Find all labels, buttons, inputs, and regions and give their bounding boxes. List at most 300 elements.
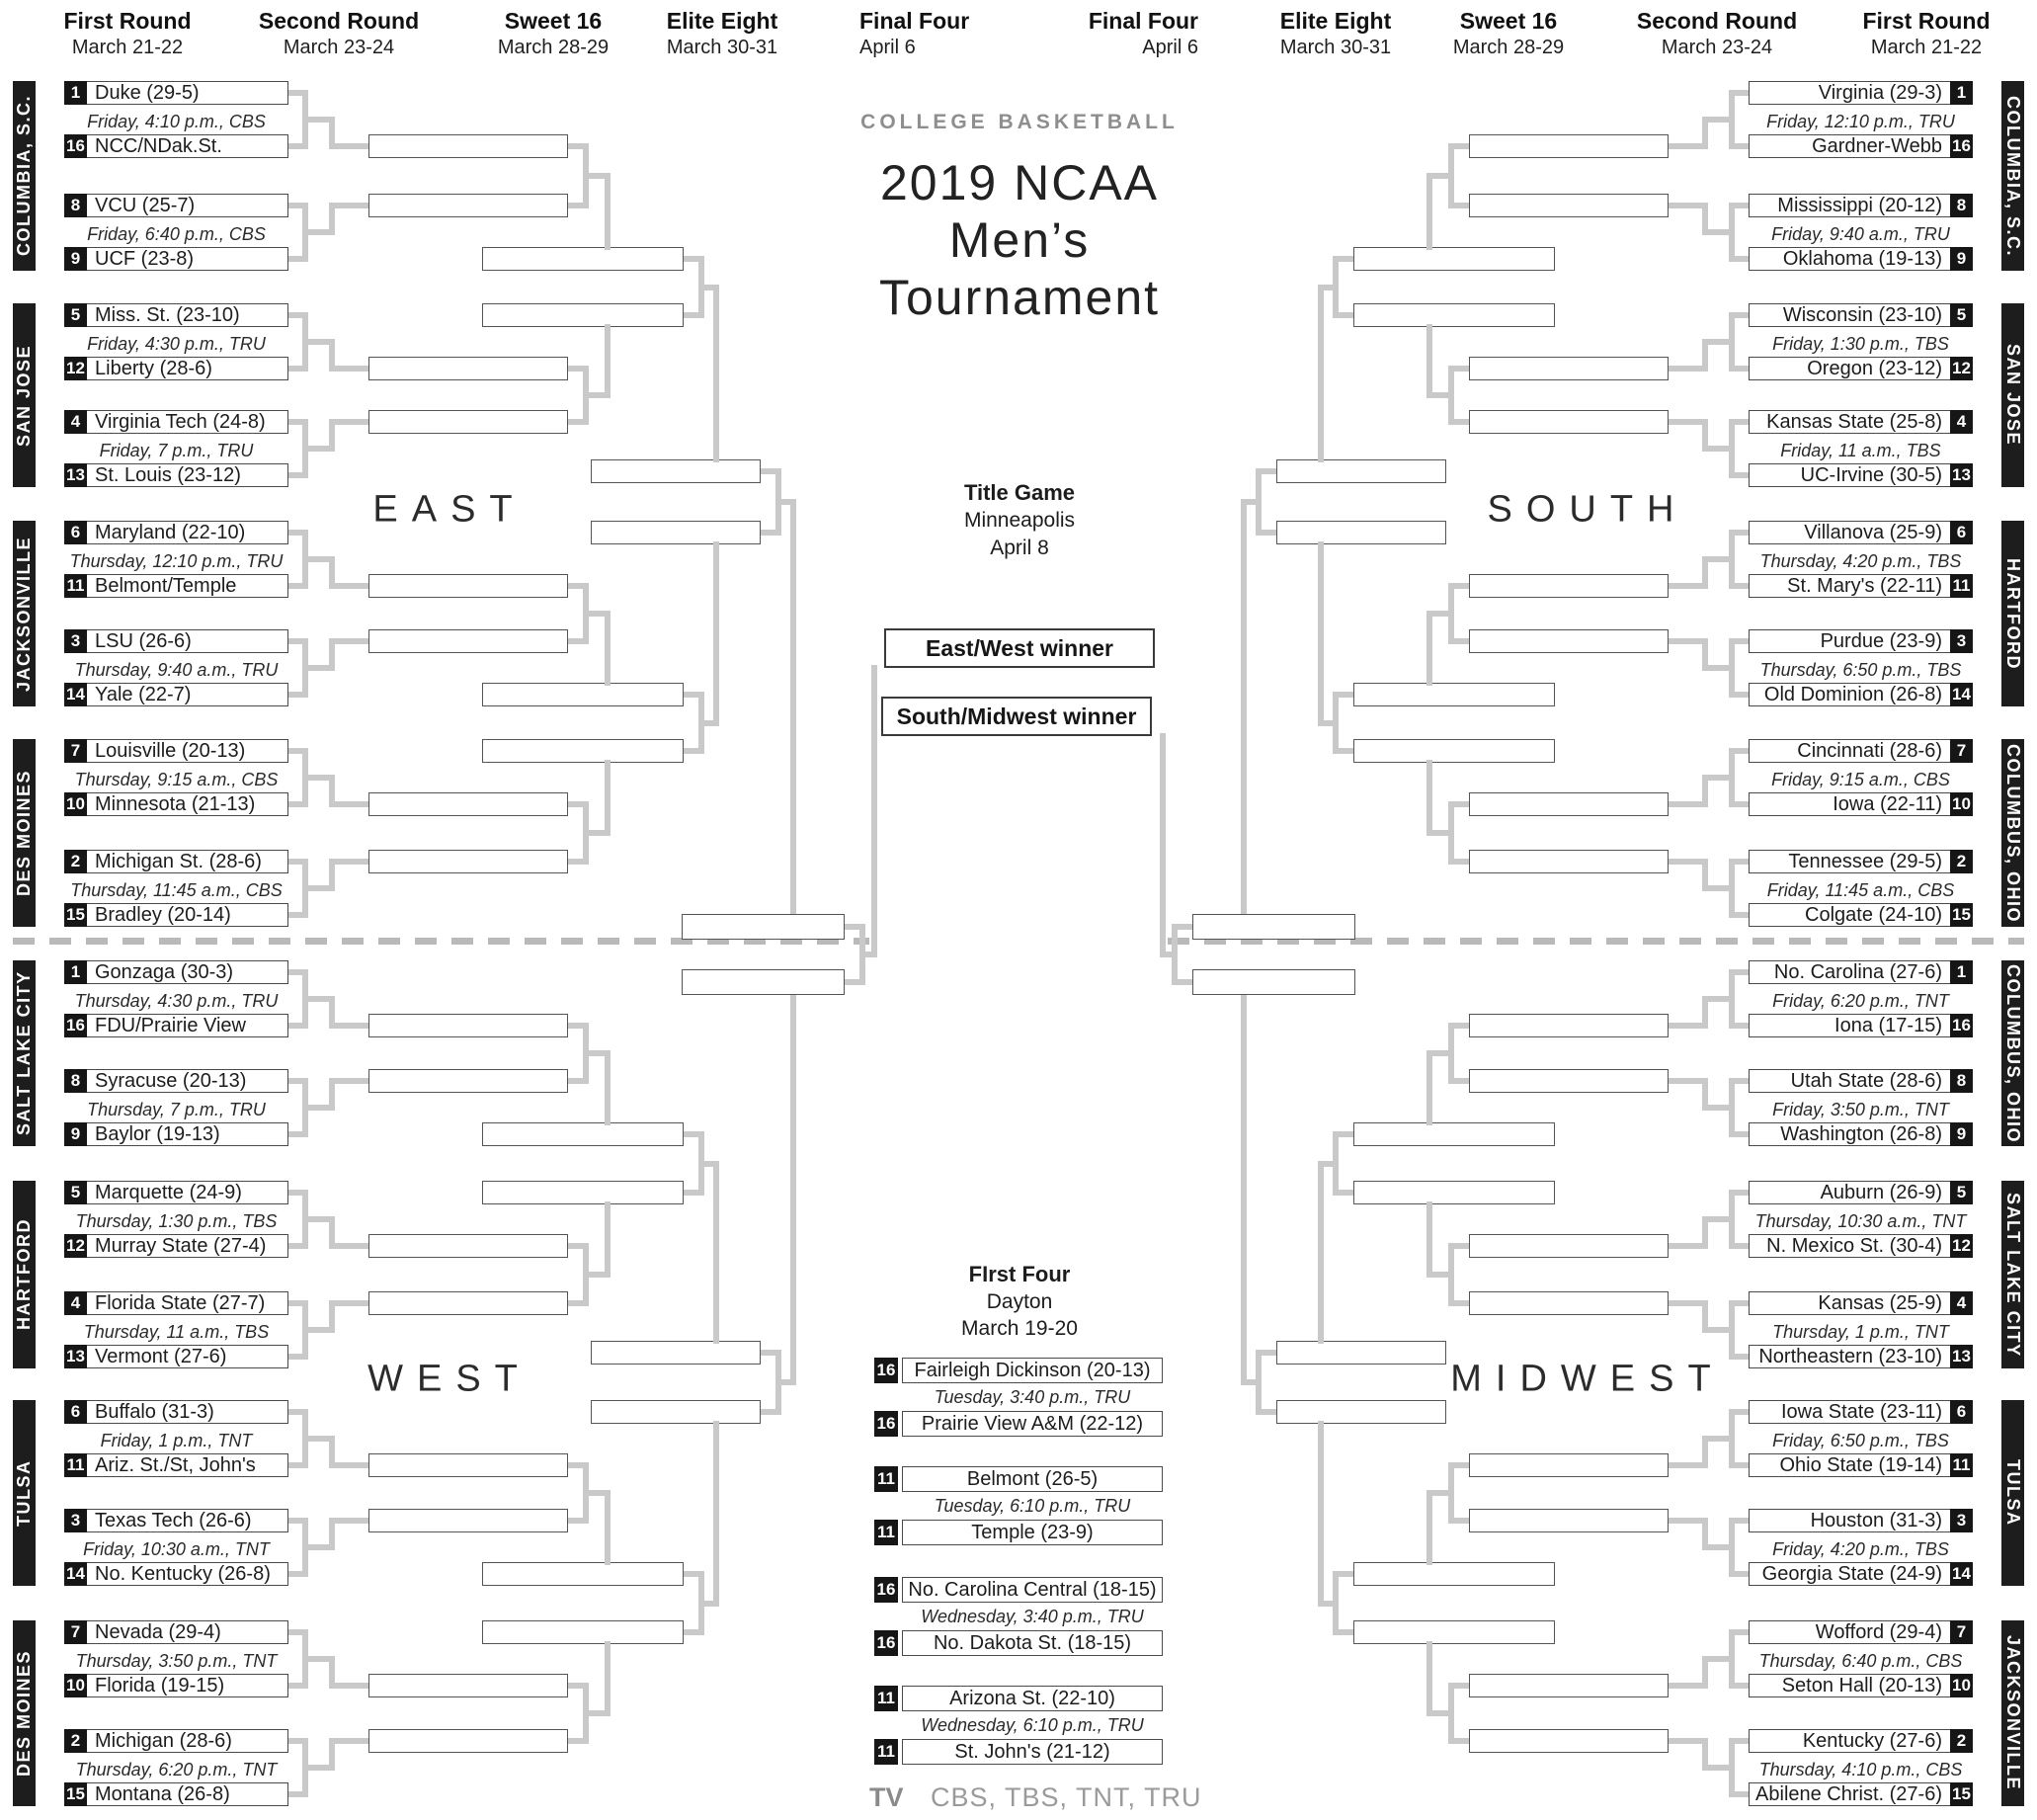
connector-line bbox=[1735, 1629, 1749, 1635]
site-label-midwest-2 bbox=[2001, 1400, 2024, 1586]
connector-line bbox=[845, 924, 859, 930]
connector-line bbox=[568, 1462, 583, 1468]
game-time-midwest-4: Thursday, 1 p.m., TNT bbox=[1772, 1322, 1949, 1342]
connector-line bbox=[1669, 801, 1708, 807]
site-label-text: SAN JOSE bbox=[14, 344, 34, 447]
second-round-slot-south-1 bbox=[1469, 134, 1669, 158]
connector-line bbox=[605, 173, 611, 250]
connector-line bbox=[288, 203, 302, 208]
team-box-midwest-1b bbox=[1749, 1014, 1973, 1037]
team-box-west-6a bbox=[64, 1509, 288, 1532]
seed-number: 2 bbox=[64, 850, 87, 873]
game-time-west-4: Thursday, 11 a.m., TBS bbox=[83, 1322, 270, 1342]
team-box-west-7b bbox=[64, 1674, 288, 1697]
team-box-south-7a bbox=[1749, 739, 1973, 763]
second-round-slot-west-7 bbox=[368, 1674, 568, 1697]
seed-number: 5 bbox=[1950, 1181, 1973, 1204]
first-four-city: Dayton bbox=[986, 1290, 1053, 1313]
connector-line bbox=[288, 530, 302, 536]
final-four-slot-right-2 bbox=[1192, 969, 1355, 995]
connector-line bbox=[288, 312, 302, 318]
connector-line bbox=[302, 775, 329, 781]
connector-line bbox=[1669, 1462, 1708, 1468]
sweet16-slot-west-4 bbox=[482, 1620, 684, 1644]
connector-line bbox=[775, 499, 790, 505]
connector-line bbox=[684, 692, 698, 698]
team-box-east-1a bbox=[64, 81, 288, 105]
team-name: Gardner-Webb bbox=[1812, 135, 1942, 157]
connector-line bbox=[1735, 1354, 1749, 1360]
connector-line bbox=[1735, 1409, 1749, 1415]
connector-line bbox=[583, 1050, 605, 1056]
seed-number: 8 bbox=[1950, 1069, 1973, 1093]
first-four-team-4b: St. John's (21-12) bbox=[902, 1739, 1163, 1765]
team-name: Virginia (29-3) bbox=[1818, 82, 1942, 104]
game-time-west-8: Thursday, 6:20 p.m., TNT bbox=[75, 1760, 278, 1779]
team-box-west-8b bbox=[64, 1782, 288, 1806]
first-four-seed-1b: 16 bbox=[874, 1411, 898, 1437]
connector-line bbox=[302, 446, 329, 452]
game-time-west-1: Thursday, 4:30 p.m., TRU bbox=[74, 991, 279, 1011]
seed-number: 3 bbox=[1950, 629, 1973, 653]
game-time-east-1: Friday, 4:10 p.m., CBS bbox=[87, 112, 266, 131]
second-round-slot-west-8 bbox=[368, 1729, 568, 1753]
team-box-south-2a bbox=[1749, 194, 1973, 217]
team-name: Duke (29-5) bbox=[95, 82, 200, 104]
connector-line bbox=[1241, 992, 1247, 1385]
second-round-slot-south-2 bbox=[1469, 194, 1669, 217]
connector-line bbox=[1262, 530, 1276, 536]
connector-line bbox=[288, 1571, 302, 1577]
team-name: Northeastern (23-10) bbox=[1758, 1346, 1942, 1367]
connector-line bbox=[288, 1243, 302, 1249]
connector-line bbox=[1669, 419, 1708, 425]
connector-line bbox=[1708, 1105, 1735, 1111]
team-box-west-4b bbox=[64, 1345, 288, 1368]
round-header-dates: March 28-29 bbox=[497, 37, 610, 58]
first-four-seed-1a: 16 bbox=[874, 1358, 898, 1383]
seed-number: 15 bbox=[1950, 903, 1973, 927]
team-box-midwest-6a bbox=[1749, 1509, 1973, 1532]
elite8-slot-south-1 bbox=[1276, 459, 1446, 483]
seed-number: 7 bbox=[1950, 739, 1973, 763]
connector-line bbox=[1166, 951, 1178, 957]
connector-line bbox=[1669, 1023, 1708, 1029]
game-time-west-3: Thursday, 1:30 p.m., TBS bbox=[75, 1211, 278, 1231]
site-label-midwest-3 bbox=[2001, 1620, 2024, 1806]
seed-number: 5 bbox=[1950, 303, 1973, 327]
first-four-team-3b: No. Dakota St. (18-15) bbox=[902, 1630, 1163, 1656]
connector-line bbox=[568, 203, 583, 208]
seed-number: 14 bbox=[1950, 683, 1973, 706]
connector-line bbox=[1669, 366, 1708, 372]
seed-number: 5 bbox=[64, 303, 87, 327]
connector-line bbox=[288, 748, 302, 754]
site-label-south-2 bbox=[2001, 521, 2024, 706]
connector-line bbox=[302, 885, 329, 891]
connector-line bbox=[605, 1490, 611, 1565]
connector-line bbox=[329, 1738, 368, 1744]
connector-line bbox=[775, 1379, 790, 1385]
connector-line bbox=[1432, 1050, 1454, 1056]
site-label-text: COLUMBIA, S.C. bbox=[14, 95, 34, 257]
elite8-slot-south-2 bbox=[1276, 521, 1446, 544]
team-name: Kentucky (27-6) bbox=[1802, 1730, 1942, 1752]
site-label-midwest-1 bbox=[2001, 1181, 2024, 1368]
round-header-label: Elite Eight bbox=[1279, 8, 1392, 34]
team-box-south-1b bbox=[1749, 134, 1973, 158]
connector-line bbox=[713, 541, 719, 726]
connector-line bbox=[1247, 1379, 1262, 1385]
connector-line bbox=[790, 499, 796, 917]
team-name: Vermont (27-6) bbox=[95, 1346, 227, 1367]
connector-line bbox=[684, 1190, 698, 1196]
team-name: Auburn (26-9) bbox=[1820, 1182, 1942, 1203]
connector-line bbox=[1454, 1462, 1469, 1468]
team-box-midwest-5b bbox=[1749, 1453, 1973, 1477]
connector-line bbox=[288, 859, 302, 865]
team-box-south-6a bbox=[1749, 629, 1973, 653]
seed-number: 10 bbox=[64, 1674, 87, 1697]
connector-line bbox=[845, 979, 859, 985]
round-header-label: Elite Eight bbox=[666, 8, 778, 34]
connector-line bbox=[1339, 748, 1353, 754]
connector-line bbox=[684, 1629, 698, 1635]
sweet16-slot-south-3 bbox=[1353, 683, 1555, 706]
connector-line bbox=[302, 1765, 329, 1771]
connector-line bbox=[1708, 996, 1735, 1002]
round-header-dates: March 23-24 bbox=[1661, 37, 1773, 58]
team-box-west-2b bbox=[64, 1122, 288, 1146]
connector-line bbox=[1669, 638, 1708, 644]
connector-line bbox=[1160, 733, 1166, 957]
game-time-east-2: Friday, 6:40 p.m., CBS bbox=[87, 224, 266, 244]
seed-number: 8 bbox=[1950, 194, 1973, 217]
connector-line bbox=[329, 366, 368, 372]
connector-line bbox=[1735, 748, 1749, 754]
second-round-slot-south-5 bbox=[1469, 574, 1669, 598]
seed-number: 8 bbox=[64, 194, 87, 217]
connector-line bbox=[288, 472, 302, 478]
connector-line bbox=[713, 1161, 719, 1345]
site-label-text: COLUMBIA, S.C. bbox=[2003, 95, 2023, 257]
site-label-west-2 bbox=[13, 1400, 36, 1586]
second-round-slot-south-8 bbox=[1469, 850, 1669, 873]
team-name: Kansas (25-9) bbox=[1818, 1292, 1942, 1314]
connector-line bbox=[859, 951, 871, 957]
connector-line bbox=[1262, 468, 1276, 474]
connector-line bbox=[1735, 638, 1749, 644]
region-name-south: SOUTH bbox=[1487, 488, 1688, 531]
connector-line bbox=[329, 1023, 368, 1029]
team-name: Washington (26-8) bbox=[1780, 1123, 1942, 1145]
second-round-slot-east-7 bbox=[368, 792, 568, 816]
second-round-slot-east-8 bbox=[368, 850, 568, 873]
team-name: Cincinnati (28-6) bbox=[1797, 740, 1942, 762]
team-box-south-4a bbox=[1749, 410, 1973, 434]
round-header-dates: March 21-22 bbox=[1870, 37, 1983, 58]
game-time-south-4: Friday, 11 a.m., TBS bbox=[1780, 441, 1941, 460]
connector-line bbox=[605, 1641, 611, 1716]
connector-line bbox=[288, 256, 302, 262]
connector-line bbox=[302, 1216, 329, 1222]
round-header-label: First Round bbox=[1862, 8, 1991, 34]
connector-line bbox=[1432, 1272, 1454, 1278]
connector-line bbox=[288, 1078, 302, 1084]
connector-line bbox=[1454, 1683, 1469, 1689]
connector-line bbox=[329, 1078, 368, 1084]
team-box-south-8b bbox=[1749, 903, 1973, 927]
team-name: Gonzaga (30-3) bbox=[95, 961, 234, 983]
team-box-east-4b bbox=[64, 463, 288, 487]
site-label-text: SALT LAKE CITY bbox=[14, 970, 34, 1136]
seed-number: 1 bbox=[64, 81, 87, 105]
seed-number: 16 bbox=[1950, 1014, 1973, 1037]
game-time-south-6: Thursday, 6:50 p.m., TBS bbox=[1759, 660, 1962, 680]
team-name: Seton Hall (20-13) bbox=[1781, 1675, 1942, 1696]
team-box-midwest-3b bbox=[1749, 1234, 1973, 1258]
connector-line bbox=[1735, 1078, 1749, 1084]
sweet16-slot-east-1 bbox=[482, 247, 684, 271]
connector-line bbox=[1669, 143, 1708, 149]
team-name: Utah State (28-6) bbox=[1790, 1070, 1942, 1092]
connector-line bbox=[1735, 969, 1749, 975]
game-time-south-2: Friday, 9:40 a.m., TRU bbox=[1771, 224, 1950, 244]
team-name: LSU (26-6) bbox=[95, 630, 192, 652]
game-time-midwest-2: Friday, 3:50 p.m., TNT bbox=[1772, 1100, 1949, 1119]
connector-line bbox=[583, 830, 605, 836]
second-round-slot-east-6 bbox=[368, 629, 568, 653]
team-name: Liberty (28-6) bbox=[95, 358, 212, 379]
connector-line bbox=[1708, 117, 1735, 123]
connector-line bbox=[713, 1421, 719, 1607]
poster-title bbox=[879, 154, 1160, 326]
connector-line bbox=[568, 1300, 583, 1306]
second-round-slot-west-3 bbox=[368, 1234, 568, 1258]
connector-line bbox=[329, 638, 368, 644]
connector-line bbox=[761, 1409, 775, 1415]
connector-line bbox=[605, 760, 611, 836]
team-box-east-7a bbox=[64, 739, 288, 763]
team-box-east-4a bbox=[64, 410, 288, 434]
seed-number: 13 bbox=[1950, 1345, 1973, 1368]
round-header-dates: March 28-29 bbox=[1452, 37, 1565, 58]
second-round-slot-east-1 bbox=[368, 134, 568, 158]
first-four-team-4a: Arizona St. (22-10) bbox=[902, 1686, 1163, 1711]
connector-line bbox=[684, 748, 698, 754]
second-round-slot-midwest-2 bbox=[1469, 1069, 1669, 1093]
team-box-midwest-4b bbox=[1749, 1345, 1973, 1368]
connector-line bbox=[1426, 1641, 1432, 1716]
team-name: Georgia State (24-9) bbox=[1761, 1563, 1942, 1585]
connector-line bbox=[1454, 1518, 1469, 1524]
second-round-slot-west-4 bbox=[368, 1291, 568, 1315]
connector-line bbox=[288, 419, 302, 425]
site-label-east-1 bbox=[13, 303, 36, 487]
connector-line bbox=[288, 583, 302, 589]
round-header-dates: March 23-24 bbox=[283, 37, 395, 58]
seed-number: 1 bbox=[1950, 81, 1973, 105]
connector-line bbox=[288, 143, 302, 149]
connector-line bbox=[1318, 1161, 1324, 1345]
seed-number: 12 bbox=[1950, 357, 1973, 380]
connector-line bbox=[583, 611, 605, 617]
title-game-city: Minneapolis bbox=[963, 509, 1076, 532]
team-name: Michigan St. (28-6) bbox=[95, 851, 262, 872]
title-game-heading: Title Game bbox=[963, 480, 1076, 505]
seed-number: 2 bbox=[1950, 850, 1973, 873]
connector-line bbox=[1708, 339, 1735, 345]
connector-line bbox=[288, 1190, 302, 1196]
sweet16-slot-midwest-3 bbox=[1353, 1562, 1555, 1586]
team-name: Iowa (22-11) bbox=[1833, 793, 1942, 815]
connector-line bbox=[288, 1354, 302, 1360]
connector-line bbox=[1708, 1327, 1735, 1333]
connector-line bbox=[1454, 1738, 1469, 1744]
team-box-south-5a bbox=[1749, 521, 1973, 544]
second-round-slot-midwest-7 bbox=[1469, 1674, 1669, 1697]
connector-line bbox=[329, 143, 368, 149]
site-label-east-0 bbox=[13, 81, 36, 271]
game-time-midwest-1: Friday, 6:20 p.m., TNT bbox=[1772, 991, 1949, 1011]
team-name: Virginia Tech (24-8) bbox=[95, 411, 266, 433]
team-box-midwest-2b bbox=[1749, 1122, 1973, 1146]
team-name: No. Carolina (27-6) bbox=[1773, 961, 1942, 983]
connector-line bbox=[1735, 801, 1749, 807]
first-four-seed-3a: 16 bbox=[874, 1577, 898, 1603]
connector-line bbox=[1178, 924, 1192, 930]
connector-line bbox=[1324, 1161, 1339, 1167]
connector-line bbox=[1708, 1765, 1735, 1771]
second-round-slot-west-5 bbox=[368, 1453, 568, 1477]
connector-line bbox=[1426, 1201, 1432, 1278]
second-round-slot-south-6 bbox=[1469, 629, 1669, 653]
seed-number: 13 bbox=[64, 463, 87, 487]
sweet16-slot-west-3 bbox=[482, 1562, 684, 1586]
connector-line bbox=[1735, 1300, 1749, 1306]
connector-line bbox=[605, 1201, 611, 1278]
connector-line bbox=[568, 801, 583, 807]
tv-networks: CBS, TBS, TNT, TRU bbox=[931, 1782, 1202, 1812]
team-box-midwest-8b bbox=[1749, 1782, 1973, 1806]
connector-line bbox=[329, 1462, 368, 1468]
connector-line bbox=[583, 1710, 605, 1716]
connector-line bbox=[288, 1683, 302, 1689]
elite8-slot-midwest-2 bbox=[1276, 1400, 1446, 1424]
connector-line bbox=[302, 229, 329, 235]
connector-line bbox=[1708, 1436, 1735, 1442]
connector-line bbox=[1735, 203, 1749, 208]
team-name: Marquette (24-9) bbox=[95, 1182, 242, 1203]
poster-title-line1: 2019 NCAA bbox=[879, 155, 1160, 210]
game-time-east-5: Thursday, 12:10 p.m., TRU bbox=[69, 551, 284, 571]
seed-number: 1 bbox=[1950, 960, 1973, 984]
site-label-text: HARTFORD bbox=[2003, 557, 2023, 670]
team-box-west-1b bbox=[64, 1014, 288, 1037]
team-name: Purdue (23-9) bbox=[1820, 630, 1942, 652]
seed-number: 9 bbox=[64, 1122, 87, 1146]
final-four-slot-left-1 bbox=[682, 914, 845, 940]
seed-number: 12 bbox=[64, 357, 87, 380]
team-name: Murray State (27-4) bbox=[95, 1235, 267, 1257]
second-round-slot-east-3 bbox=[368, 357, 568, 380]
connector-line bbox=[698, 1601, 713, 1607]
second-round-slot-midwest-5 bbox=[1469, 1453, 1669, 1477]
team-box-west-3b bbox=[64, 1234, 288, 1258]
connector-line bbox=[1426, 611, 1432, 686]
team-name: Villanova (25-9) bbox=[1804, 522, 1942, 543]
team-name: Wofford (29-4) bbox=[1815, 1621, 1942, 1643]
team-name: Miss. St. (23-10) bbox=[95, 304, 240, 326]
connector-line bbox=[1426, 1490, 1432, 1565]
elite8-slot-west-1 bbox=[591, 1341, 761, 1365]
connector-line bbox=[1735, 1023, 1749, 1029]
connector-line bbox=[605, 324, 611, 398]
team-box-east-2b bbox=[64, 247, 288, 271]
elite8-slot-midwest-1 bbox=[1276, 1341, 1446, 1365]
team-name: Nevada (29-4) bbox=[95, 1621, 221, 1643]
connector-line bbox=[568, 1078, 583, 1084]
sweet16-slot-east-3 bbox=[482, 683, 684, 706]
site-label-text: JACKSONVILLE bbox=[2003, 1635, 2023, 1791]
site-label-text: COLUMBUS, OHIO bbox=[2003, 743, 2023, 923]
connector-line bbox=[329, 1300, 368, 1306]
connector-line bbox=[329, 801, 368, 807]
team-box-east-2a bbox=[64, 194, 288, 217]
connector-line bbox=[1339, 256, 1353, 262]
connector-line bbox=[302, 556, 329, 562]
region-name-west: WEST bbox=[367, 1358, 531, 1400]
connector-line bbox=[1247, 499, 1262, 505]
site-label-west-3 bbox=[13, 1620, 36, 1806]
connector-line bbox=[302, 1544, 329, 1550]
seed-number: 7 bbox=[1950, 1620, 1973, 1644]
connector-line bbox=[583, 1490, 605, 1496]
connector-line bbox=[1708, 665, 1735, 671]
seed-number: 4 bbox=[1950, 410, 1973, 434]
connector-line bbox=[1324, 720, 1339, 726]
connector-line bbox=[302, 996, 329, 1002]
second-round-slot-west-1 bbox=[368, 1014, 568, 1037]
team-box-east-6a bbox=[64, 629, 288, 653]
connector-line bbox=[1324, 285, 1339, 290]
connector-line bbox=[1432, 1490, 1454, 1496]
team-name: VCU (25-7) bbox=[95, 195, 196, 216]
sweet16-slot-west-1 bbox=[482, 1122, 684, 1146]
connector-line bbox=[1324, 1601, 1339, 1607]
connector-line bbox=[1669, 583, 1708, 589]
first-four-time-3: Wednesday, 3:40 p.m., TRU bbox=[921, 1607, 1144, 1626]
connector-line bbox=[1735, 90, 1749, 96]
elite8-slot-east-2 bbox=[591, 521, 761, 544]
connector-line bbox=[698, 1161, 713, 1167]
game-time-midwest-7: Thursday, 6:40 p.m., CBS bbox=[1758, 1651, 1963, 1671]
connector-line bbox=[568, 583, 583, 589]
team-box-midwest-7a bbox=[1749, 1620, 1973, 1644]
first-four-seed-3b: 16 bbox=[874, 1630, 898, 1656]
seed-number: 5 bbox=[64, 1181, 87, 1204]
connector-line bbox=[1735, 366, 1749, 372]
round-header-dates: March 21-22 bbox=[71, 37, 184, 58]
seed-number: 15 bbox=[64, 1782, 87, 1806]
connector-line bbox=[288, 1791, 302, 1797]
team-box-midwest-4a bbox=[1749, 1291, 1973, 1315]
connector-line bbox=[568, 1683, 583, 1689]
second-round-slot-midwest-6 bbox=[1469, 1509, 1669, 1532]
connector-line bbox=[1432, 830, 1454, 836]
connector-line bbox=[1426, 324, 1432, 398]
connector-line bbox=[790, 992, 796, 1385]
